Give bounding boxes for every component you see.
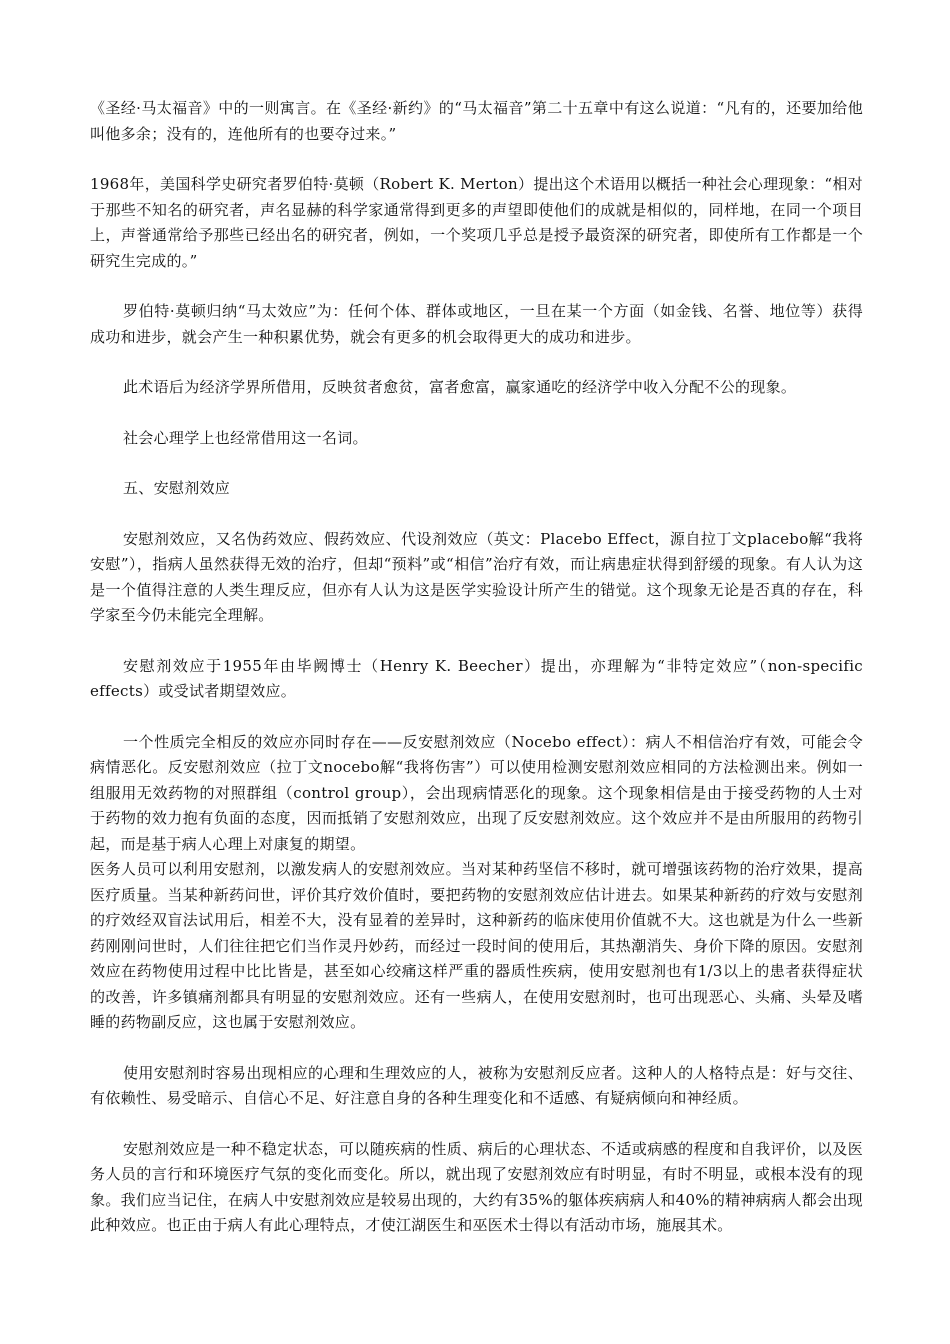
section-heading-placebo: 五、安慰剂效应 (123, 479, 231, 497)
paragraph-matthew-effect-definition: 罗伯特·莫顿归纳“马太效应”为：任何个体、群体或地区，一旦在某一个方面（如金钱、名誉、地位等）获得成功和进步，就会产生一种积累优势，就会有更多的机会取得更大的成功和进步。 (90, 302, 863, 346)
paragraph-economics-usage: 此术语后为经济学界所借用，反映贫者愈贫，富者愈富，赢家通吃的经济学中收入分配不公的现象。 (123, 378, 797, 396)
paragraph-medical-use: 医务人员可以利用安慰剂，以激发病人的安慰剂效应。当对某种药坚信不移时，就可增强该药物的治疗效果，提高医疗质量。当某种新药问世，评价其疗效价值时，要把药物的安慰剂效应估计进去。如果某种新药的疗效与安慰剂的疗效经双盲法试用后，相差不大，没有显着的差异时，这种新药的临床使用价值就不大。这也就是为什么一些新药刚刚问世时，人们往往把它们当作灵丹妙药，而经过一段时间的使用后，其热潮消失、身价下降的原因。安慰剂效应在药物使用过程中比比皆是，甚至如心绞痛这样严重的器质性疾病，使用安慰剂也有1/3以上的患者获得症状的改善，许多镇痛剂都具有明显的安慰剂效应。还有一些病人，在使用安慰剂时，也可出现恶心、头痛、头晕及嗜睡的药物副反应，这也属于安慰剂效应。 (90, 860, 863, 1031)
paragraph-placebo-reactors: 使用安慰剂时容易出现相应的心理和生理效应的人，被称为安慰剂反应者。这种人的人格特点是：好与交往、有依赖性、易受暗示、自信心不足、好注意自身的各种生理变化和不适感、有疑病倾向和神经质。 (90, 1063, 863, 1107)
document-page (90, 96, 863, 1264)
paragraph-nocebo-effect: 一个性质完全相反的效应亦同时存在——反安慰剂效应（Nocebo effect）：病人不相信治疗有效，可能会令病情恶化。反安慰剂效应（拉丁文nocebo解“我将伤害”）可以使用检测安慰剂效应相同的方法检测出来。例如一组服用无效药物的对照群组（control group），会出现病情恶化的现象。这个现象相信是由于接受药物的人士对于药物的效力抱有负面的态度，因而抵销了安慰剂效应，出现了反安慰剂效应。这个效应并不是由所服用的药物引起，而是基于病人心理上对康复的期望。 (90, 732, 863, 853)
paragraph-matthew-origin: 《圣经·马太福音》中的一则寓言。在《圣经·新约》的“马太福音”第二十五章中有这么说道：“凡有的，还要加给他叫他多余；没有的，连他所有的也要夺过来。” (90, 99, 863, 143)
paragraph-placebo-instability: 安慰剂效应是一种不稳定状态，可以随疾病的性质、病后的心理状态、不适或病感的程度和自我评价，以及医务人员的言行和环境医疗气氛的变化而变化。所以，就出现了安慰剂效应有时明显，有时不明显，或根本没有的现象。我们应当记住，在病人中安慰剂效应是较易出现的，大约有35%的躯体疾病病人和40%的精神病病人都会出现此种效应。也正由于病人有此心理特点，才使江湖医生和巫医术士得以有活动市场，施展其术。 (90, 1139, 863, 1234)
paragraph-placebo-definition: 安慰剂效应，又名伪药效应、假药效应、代设剂效应（英文：Placebo Effect，源自拉丁文placebo解“我将安慰”），指病人虽然获得无效的治疗，但却“预料”或“相信”治疗有效，而让病患症状得到舒缓的现象。有人认为这是一个值得注意的人类生理反应，但亦有人认为这是医学实验设计所产生的错觉。这个现象无论是否真的存在，科学家至今仍未能完全理解。 (90, 529, 863, 624)
paragraph-beecher-1955: 安慰剂效应于1955年由毕阙博士（Henry K. Beecher）提出，亦理解为“非特定效应”（non-specific effects）或受试者期望效应。 (90, 656, 863, 700)
paragraph-social-psychology: 社会心理学上也经常借用这一名词。 (123, 428, 368, 447)
paragraph-merton-1968: 1968年，美国科学史研究者罗伯特·莫顿（Robert K. Merton）提出这个术语用以概括一种社会心理现象：“相对于那些不知名的研究者，声名显赫的科学家通常得到更多的声望即使他们的成就是相似的，同样地，在同一个项目上，声誉通常给予那些已经出名的研究者，例如，一个奖项几乎总是授予最资深的研究者，即使所有工作都是一个研究生完成的。” (90, 175, 863, 270)
